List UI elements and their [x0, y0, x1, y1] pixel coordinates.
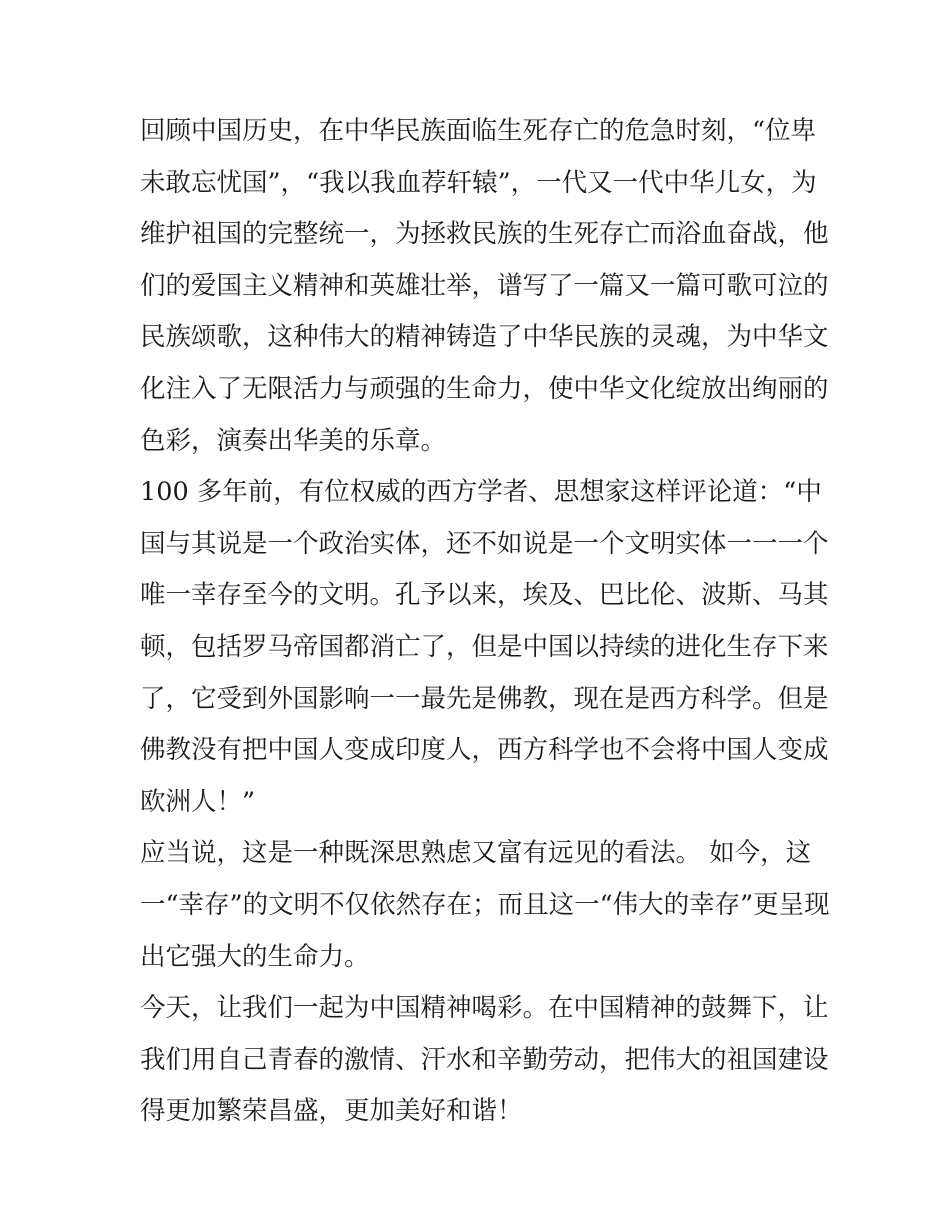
- text-line: 回顾中国历史，在中华民族面临生死存亡的危急时刻，“位卑: [140, 116, 817, 146]
- paragraph-1: [140, 106, 829, 467]
- text-line: 应当说，这是一种既深思熟虑又富有远见的看法。 如今，这: [140, 838, 812, 869]
- text-line: 们的爱国主义精神和英雄壮举，谱写了一篇又一篇可歌可泣的: [140, 270, 829, 301]
- text-line: 民族颂歌，这种伟大的精神铸造了中华民族的灵魂，为中华文: [140, 322, 829, 353]
- text-line: 国与其说是一个政治实体，还不如说是一个文明实体一一一个: [140, 528, 829, 559]
- paragraph-3: [140, 828, 830, 983]
- text-line: 今天，让我们一起为中国精神喝彩。在中国精神的鼓舞下，让: [140, 993, 829, 1024]
- text-line: 我们用自己青春的激情、汗水和辛勤劳动，把伟大的祖国建设: [140, 1044, 829, 1075]
- paragraph-2: [140, 467, 829, 828]
- text-line: 维护祖国的完整统一，为拯救民族的生死存亡而浴血奋战，他: [140, 219, 829, 250]
- text-line: 得更加繁荣昌盛，更加美好和谐！: [140, 1096, 523, 1127]
- text-line: 一“幸存”的文明不仅依然存在；而且这一“伟大的幸存”更呈现: [140, 889, 830, 920]
- paragraph-4: [140, 983, 829, 1138]
- text-line: 顿，包括罗马帝国都消亡了，但是中国以持续的进化生存下来: [140, 631, 829, 662]
- text-line: 欧洲人！”: [140, 786, 256, 817]
- text-line: 100 多年前，有位权威的西方学者、思想家这样评论道：“中: [140, 477, 822, 508]
- text-line: 化注入了无限活力与顽强的生命力，使中华文化绽放出绚丽的: [140, 373, 829, 404]
- text-line: 佛教没有把中国人变成印度人，西方科学也不会将中国人变成: [140, 735, 829, 766]
- document-body: [140, 106, 830, 1138]
- text-line: 未敢忘忧国”，“我以我血荐轩辕”，一代又一代中华儿女，为: [140, 167, 817, 198]
- text-line: 色彩，演奏出华美的乐章。: [140, 425, 447, 456]
- text-line: 了，它受到外国影响一一最先是佛教，现在是西方科学。但是: [140, 683, 829, 714]
- text-line: 出它强大的生命力。: [140, 941, 370, 972]
- text-line: 唯一幸存至今的文明。孔予以来，埃及、巴比伦、波斯、马其: [140, 580, 829, 611]
